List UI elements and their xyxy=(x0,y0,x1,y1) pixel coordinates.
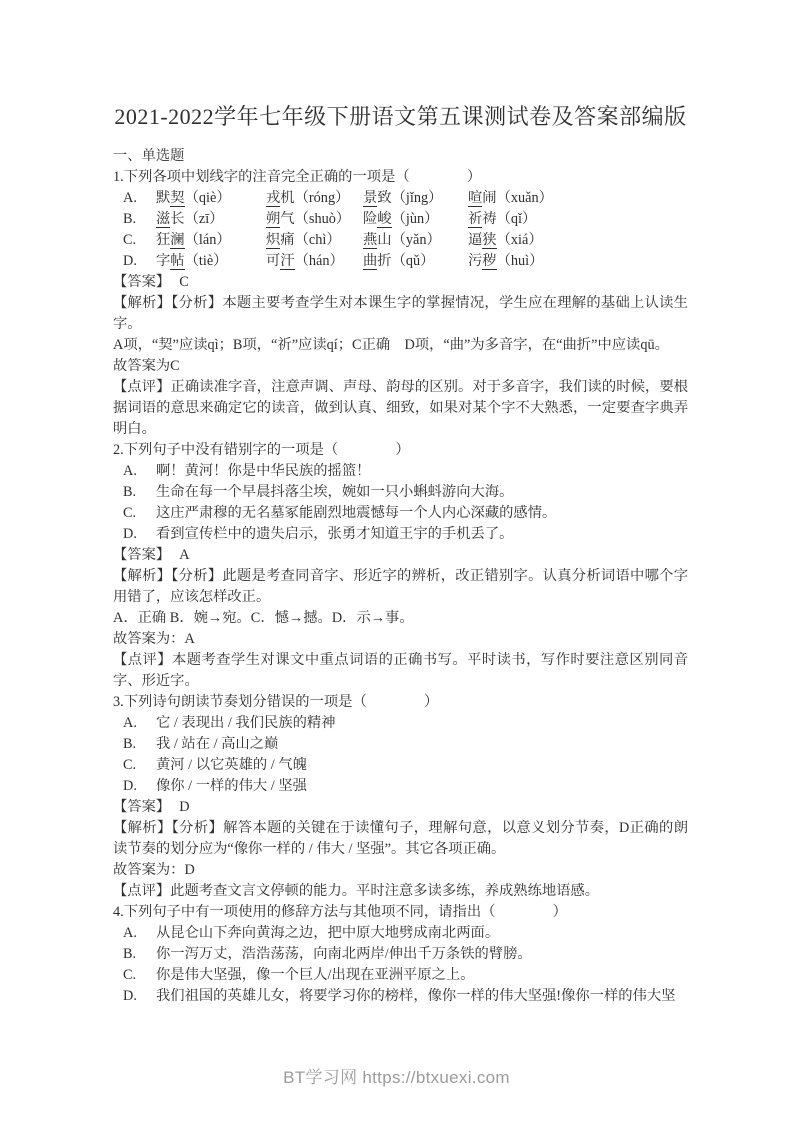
plain-char: 污 xyxy=(468,253,483,269)
option-label: D. xyxy=(123,253,137,269)
plain-char: 长 xyxy=(170,211,185,227)
option-label: B. xyxy=(123,736,137,752)
pinyin-text: （qiè） xyxy=(184,190,231,206)
option-grid-row xyxy=(113,209,688,230)
option-label: D. xyxy=(123,988,137,1004)
option-text: 你是伟大坚强，像一个巨人/出现在亚洲平原之上。 xyxy=(156,967,475,983)
pinyin-text: （róng） xyxy=(294,190,350,206)
underlined-char: 景 xyxy=(363,190,378,206)
page-title: 2021-2022学年七年级下册语文第五课测试卷及答案部编版 xyxy=(114,104,687,129)
pinyin-text: （yǎn） xyxy=(391,232,441,248)
question-stem: 4.下列句子中有一项使用的修辞方法与其他项不同，请指出（ ） xyxy=(113,904,567,920)
pinyin-text: （xiá） xyxy=(496,232,543,248)
plain-char: 狂 xyxy=(156,232,171,248)
underlined-char: 峻 xyxy=(377,211,392,227)
underlined-char: 朔 xyxy=(266,211,281,227)
plain-char: 逼 xyxy=(468,232,483,248)
option-label: C. xyxy=(123,757,137,773)
plain-char: 痛 xyxy=(280,232,295,248)
option-grid-row xyxy=(113,251,688,272)
underlined-char: 戎 xyxy=(266,190,281,206)
option-row xyxy=(113,713,688,734)
footer-watermark: BT学习网 https://btxuexi.com xyxy=(283,1068,510,1087)
explanation-paragraph: 【解析】【分析】解答本题的关键在于读懂句子，理解句意，以意义划分节奏，D正确的朗读节奏的划分应为“像你一样的 / 伟大 / 坚强”。其它各项正确。 xyxy=(113,820,688,857)
plain-char: 山 xyxy=(377,232,392,248)
option-word-cell xyxy=(266,230,363,251)
option-text: 我们祖国的英雄儿女，将要学习你的榜样，像你一样的伟大坚强!像你一样的伟大坚 xyxy=(156,988,676,1004)
option-label: A. xyxy=(123,925,137,941)
option-row xyxy=(113,923,688,944)
option-label: B. xyxy=(123,211,137,227)
option-row xyxy=(113,503,688,524)
option-word-cell xyxy=(156,251,266,272)
option-row xyxy=(113,944,688,965)
answer-value: A xyxy=(179,547,190,563)
explanation-paragraph: A．正确 B．婉→宛。C．憾→撼。D．示→事。 xyxy=(113,610,414,626)
option-row xyxy=(113,755,688,776)
option-word-cell xyxy=(468,230,688,251)
option-label: A. xyxy=(123,190,137,206)
option-word-cell xyxy=(266,209,363,230)
option-label: C. xyxy=(123,505,137,521)
option-word-cell xyxy=(468,209,688,230)
underlined-char: 汗 xyxy=(280,253,295,269)
option-text: 从昆仑山下奔向黄海之边，把中原大地劈成南北两面。 xyxy=(156,925,500,941)
plain-char: 致 xyxy=(377,190,392,206)
pinyin-text: （hán） xyxy=(294,253,344,269)
question-stem: 3.下列诗句朗读节奏划分错误的一项是（ ） xyxy=(113,694,439,710)
option-text: 它 / 表现出 / 我们民族的精神 xyxy=(156,715,336,731)
explanation-paragraph: 【解析】【分析】此题是考查同音字、形近字的辨析，改正错别字。认真分析词语中哪个字用错了，应该怎样改正。 xyxy=(113,568,688,605)
option-label: B. xyxy=(123,946,137,962)
pinyin-text: （lán） xyxy=(184,232,231,248)
option-label: A. xyxy=(123,463,137,479)
explanation-paragraph: 故答案为：A xyxy=(113,631,195,647)
option-grid-row xyxy=(113,230,688,251)
plain-char: 机 xyxy=(280,190,295,206)
option-label: D. xyxy=(123,778,137,794)
option-word-cell xyxy=(156,188,266,209)
question-stem: 1.下列各项中划线字的注音完全正确的一项是（ ） xyxy=(113,169,482,185)
answer-line xyxy=(113,797,688,818)
answer-line xyxy=(113,272,688,293)
answer-label: 【答案】 xyxy=(113,547,171,563)
option-text: 黄河 / 以它英雄的 / 气魄 xyxy=(156,757,307,773)
pinyin-text: （tiè） xyxy=(184,253,228,269)
option-word-cell xyxy=(468,188,688,209)
option-label: B. xyxy=(123,484,137,500)
option-text: 像你 / 一样的伟大 / 坚强 xyxy=(156,778,307,794)
plain-char: 字 xyxy=(156,253,171,269)
underlined-char: 燕 xyxy=(363,232,378,248)
explanation-paragraph: 【点评】本题考查学生对课文中重点词语的正确书写。平时读书，写作时要注意区别同音字、形近字。 xyxy=(113,652,688,689)
answer-line xyxy=(113,545,688,566)
option-row xyxy=(113,524,688,545)
explanation-paragraph: 【点评】此题考查文言文停顿的能力。平时注意多读多练，养成熟练地语感。 xyxy=(113,883,600,899)
option-row xyxy=(113,965,688,986)
underlined-char: 狭 xyxy=(482,232,497,248)
underlined-char: 契 xyxy=(170,190,185,206)
plain-char: 默 xyxy=(156,190,171,206)
answer-value: C xyxy=(179,274,189,290)
underlined-char: 帖 xyxy=(170,253,185,269)
explanation-paragraph: 【解析】【分析】本题主要考查学生对本课生字的掌握情况，学生应在理解的基础上认读生字。 xyxy=(113,295,688,332)
question-stem: 2.下列句子中没有错别字的一项是（ ） xyxy=(113,442,410,458)
plain-char: 折 xyxy=(377,253,392,269)
explanation-paragraph: 【点评】正确读准字音，注意声调、声母、韵母的区别。对于多音字，我们读的时候，要根据词语的意思来确定它的读音，做到认真、细致，如果对某个字不大熟悉，一定要查字典弄明白。 xyxy=(113,379,688,437)
underlined-char: 曲 xyxy=(363,253,378,269)
option-word-cell xyxy=(156,209,266,230)
option-text: 啊！黄河！你是中华民族的摇篮！ xyxy=(156,463,371,479)
option-text: 看到宣传栏中的遗失启示，张勇才知道王宇的手机丢了。 xyxy=(156,526,514,542)
pinyin-text: （xuǎn） xyxy=(496,190,553,206)
section-heading: 一、单选题 xyxy=(113,148,185,164)
option-text: 你一泻万丈，浩浩荡荡，向南北两岸/伸出千万条铁的臂膀。 xyxy=(156,946,532,962)
option-word-cell xyxy=(363,188,468,209)
underlined-char: 祈 xyxy=(468,211,483,227)
option-word-cell xyxy=(363,230,468,251)
plain-char: 可 xyxy=(266,253,281,269)
pinyin-text: （jùn） xyxy=(391,211,439,227)
option-label: C. xyxy=(123,232,137,248)
answer-label: 【答案】 xyxy=(113,799,171,815)
option-word-cell xyxy=(363,209,468,230)
underlined-char: 秽 xyxy=(482,253,497,269)
option-text: 这庄严肃穆的无名墓冢能剧烈地震憾每一个人内心深藏的感情。 xyxy=(156,505,557,521)
pinyin-text: （chì） xyxy=(294,232,341,248)
option-text: 我 / 站在 / 高山之巅 xyxy=(156,736,279,752)
option-word-cell xyxy=(468,251,688,272)
option-label: A. xyxy=(123,715,137,731)
plain-char: 闹 xyxy=(482,190,497,206)
pinyin-text: （zī） xyxy=(184,211,224,227)
underlined-char: 炽 xyxy=(266,232,281,248)
explanation-paragraph: 故答案为C xyxy=(113,358,180,374)
underlined-char: 滋 xyxy=(156,211,171,227)
pinyin-text: （jǐng） xyxy=(391,190,443,206)
questions-container xyxy=(113,167,688,1007)
pinyin-text: （qǐ） xyxy=(496,211,537,227)
plain-char: 气 xyxy=(280,211,295,227)
pinyin-text: （shuò） xyxy=(294,211,351,227)
pinyin-text: （huì） xyxy=(496,253,544,269)
option-grid-row xyxy=(113,188,688,209)
underlined-char: 喧 xyxy=(468,190,483,206)
underlined-char: 澜 xyxy=(170,232,185,248)
plain-char: 险 xyxy=(363,211,378,227)
answer-value: D xyxy=(179,799,190,815)
option-row xyxy=(113,482,688,503)
option-word-cell xyxy=(156,230,266,251)
explanation-paragraph: 故答案为：D xyxy=(113,862,195,878)
option-row xyxy=(113,734,688,755)
option-word-cell xyxy=(363,251,468,272)
option-row xyxy=(113,461,688,482)
answer-label: 【答案】 xyxy=(113,274,171,290)
option-row xyxy=(113,986,688,1007)
option-label: C. xyxy=(123,967,137,983)
option-text: 生命在每一个早晨抖落尘埃，婉如一只小蝌蚪游向大海。 xyxy=(156,484,514,500)
pinyin-text: （qǔ） xyxy=(391,253,435,269)
document-content xyxy=(113,104,688,1007)
option-row xyxy=(113,776,688,797)
option-label: D. xyxy=(123,526,137,542)
option-word-cell xyxy=(266,251,363,272)
plain-char: 祷 xyxy=(482,211,497,227)
explanation-paragraph: A项，“契”应读qì；B项，“祈”应读qí；C正确 D项，“曲”为多音字，在“曲折”中应读qū。 xyxy=(113,337,669,353)
option-word-cell xyxy=(266,188,363,209)
